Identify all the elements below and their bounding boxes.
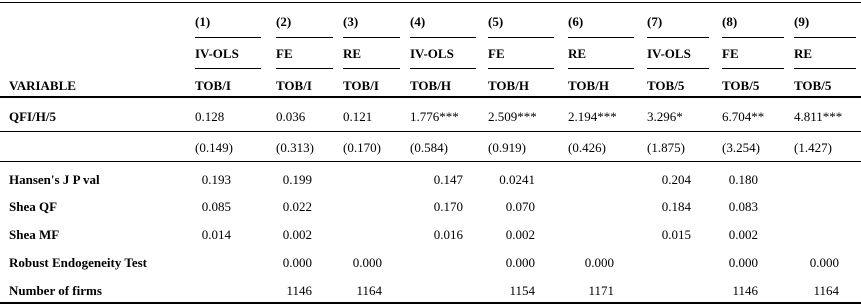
stat-cell: 1146 xyxy=(732,283,758,298)
stat-cell: 0.016 xyxy=(433,227,463,242)
column-rule xyxy=(722,37,784,38)
bottom-rule xyxy=(0,302,861,304)
column-rule xyxy=(568,68,634,69)
header-method-row xyxy=(0,44,861,64)
col-number: (2) xyxy=(276,14,292,29)
stat-cell: 0.070 xyxy=(505,199,535,214)
row-label: Hansen's J P val xyxy=(9,172,100,187)
stat-row-shea-mf xyxy=(0,225,861,245)
coefficient-cell: 0.121 xyxy=(343,109,373,124)
coefficient-cell: 0.128 xyxy=(195,109,225,124)
stat-cell: 0.000 xyxy=(352,255,382,270)
col-dependent: TOB/5 xyxy=(722,78,760,93)
stat-cell: 0.000 xyxy=(809,255,839,270)
col-method: IV-OLS xyxy=(195,46,239,61)
col-number: (1) xyxy=(195,14,211,29)
stat-cell: 0.022 xyxy=(282,199,312,214)
col-number: (8) xyxy=(722,14,738,29)
col-number: (9) xyxy=(794,14,810,29)
col-dependent: TOB/H xyxy=(488,78,529,93)
column-rule xyxy=(794,68,856,69)
col-number: (4) xyxy=(410,14,426,29)
stat-cell: 1154 xyxy=(509,283,535,298)
col-dependent: TOB/I xyxy=(276,78,312,93)
row-label: QFI/H/5 xyxy=(9,109,56,124)
column-rule xyxy=(410,68,476,69)
col-method: RE xyxy=(343,46,362,61)
col-number: (3) xyxy=(343,14,359,29)
stat-cell: 0.002 xyxy=(282,227,312,242)
stat-row-endogeneity xyxy=(0,253,861,273)
column-rule xyxy=(488,68,554,69)
col-dependent: TOB/I xyxy=(195,78,231,93)
stat-cell: 0.000 xyxy=(282,255,312,270)
standard-error-cell: (0.584) xyxy=(410,140,448,155)
column-rule xyxy=(794,37,856,38)
col-number: (7) xyxy=(647,14,663,29)
row-label: Shea MF xyxy=(9,227,60,242)
variable-header: VARIABLE xyxy=(9,78,76,93)
header-dependent-row xyxy=(0,76,861,96)
col-number: (6) xyxy=(568,14,584,29)
stat-cell: 0.000 xyxy=(728,255,758,270)
section-rule xyxy=(0,161,861,162)
header-numbers-row xyxy=(0,12,861,32)
standard-error-row xyxy=(0,138,861,158)
row-rule xyxy=(0,131,861,132)
col-method: FE xyxy=(488,46,505,61)
stat-cell: 0.184 xyxy=(661,199,691,214)
row-label: Shea QF xyxy=(9,199,58,214)
stat-cell: 0.170 xyxy=(433,199,463,214)
column-rule xyxy=(647,68,709,69)
stat-row-hansen xyxy=(0,170,861,190)
column-rule xyxy=(195,37,261,38)
standard-error-cell: (3.254) xyxy=(722,140,760,155)
stat-cell: 0.000 xyxy=(584,255,614,270)
column-rule xyxy=(647,37,709,38)
coefficient-cell: 2.194*** xyxy=(568,109,617,124)
coefficient-cell: 3.296* xyxy=(647,109,683,124)
col-number: (5) xyxy=(488,14,504,29)
column-rule xyxy=(343,68,400,69)
col-method: FE xyxy=(276,46,293,61)
top-rule xyxy=(0,2,861,3)
coefficient-cell: 2.509*** xyxy=(488,109,537,124)
standard-error-cell: (0.919) xyxy=(488,140,526,155)
standard-error-cell: (1.875) xyxy=(647,140,685,155)
stat-cell: 0.0241 xyxy=(499,172,535,187)
column-rule xyxy=(276,37,333,38)
column-rule xyxy=(568,37,634,38)
standard-error-cell: (0.170) xyxy=(343,140,381,155)
col-dependent: TOB/5 xyxy=(647,78,685,93)
stat-cell: 0.000 xyxy=(505,255,535,270)
column-rule xyxy=(276,68,333,69)
coefficient-row xyxy=(0,107,861,127)
stat-cell: 0.002 xyxy=(505,227,535,242)
coefficient-cell: 6.704** xyxy=(722,109,765,124)
stat-cell: 0.147 xyxy=(433,172,463,187)
col-method: IV-OLS xyxy=(410,46,454,61)
col-method: FE xyxy=(722,46,739,61)
stat-cell: 1164 xyxy=(813,283,839,298)
stat-cell: 0.014 xyxy=(201,227,231,242)
column-rule xyxy=(488,37,554,38)
stat-cell: 0.085 xyxy=(201,199,231,214)
col-dependent: TOB/H xyxy=(410,78,451,93)
column-rule xyxy=(195,68,261,69)
stat-cell: 0.002 xyxy=(728,227,758,242)
stat-cell: 0.204 xyxy=(661,172,691,187)
coefficient-cell: 1.776*** xyxy=(410,109,459,124)
col-method: RE xyxy=(794,46,813,61)
row-label: Robust Endogeneity Test xyxy=(9,255,147,270)
standard-error-cell: (0.149) xyxy=(195,140,233,155)
stat-cell: 0.083 xyxy=(728,199,758,214)
row-label: Number of firms xyxy=(9,283,102,298)
col-dependent: TOB/H xyxy=(568,78,609,93)
stat-cell: 1171 xyxy=(588,283,614,298)
stat-cell: 0.015 xyxy=(661,227,691,242)
standard-error-cell: (0.313) xyxy=(276,140,314,155)
stat-cell: 1164 xyxy=(356,283,382,298)
col-method: RE xyxy=(568,46,587,61)
stat-row-firms xyxy=(0,281,861,301)
header-rule xyxy=(0,96,861,98)
standard-error-cell: (1.427) xyxy=(794,140,832,155)
column-rule xyxy=(722,68,784,69)
coefficient-cell: 4.811*** xyxy=(794,109,843,124)
coefficient-cell: 0.036 xyxy=(276,109,306,124)
standard-error-cell: (0.426) xyxy=(568,140,606,155)
column-rule xyxy=(343,37,400,38)
column-rule xyxy=(410,37,476,38)
stat-row-shea-qf xyxy=(0,197,861,217)
col-dependent: TOB/5 xyxy=(794,78,832,93)
stat-cell: 0.199 xyxy=(282,172,312,187)
stat-cell: 1146 xyxy=(286,283,312,298)
col-method: IV-OLS xyxy=(647,46,691,61)
stat-cell: 0.193 xyxy=(201,172,231,187)
stat-cell: 0.180 xyxy=(728,172,758,187)
col-dependent: TOB/I xyxy=(343,78,379,93)
